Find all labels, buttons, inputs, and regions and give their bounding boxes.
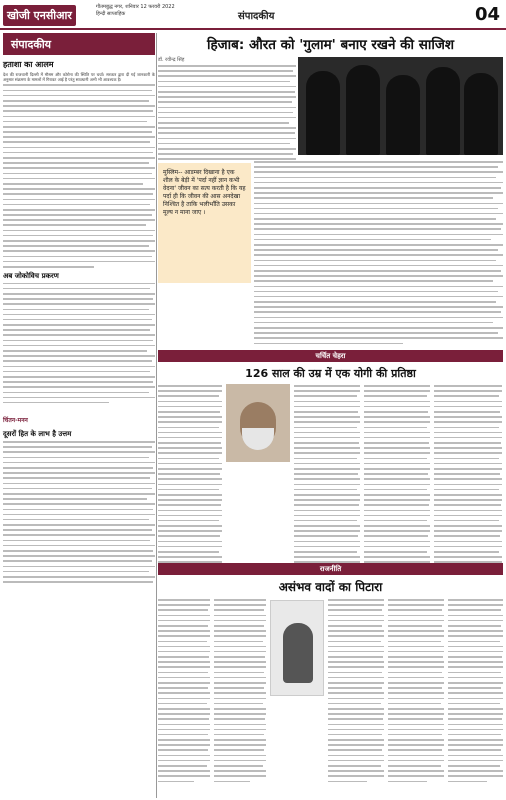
left-column (3, 33, 155, 798)
hijab-photo (298, 57, 503, 155)
politics-body-column-5 (448, 599, 503, 786)
article3-body (3, 441, 155, 583)
yogi-body-column-2 (294, 385, 360, 572)
yogi-headline: 126 साल की उम्र में एक योगी की प्रतिष्ठा (245, 367, 416, 380)
section-title: संपादकीय (238, 11, 275, 22)
dateline (96, 4, 175, 18)
article1-body (3, 84, 155, 267)
lead-story (158, 33, 503, 348)
lead-body-column-1 (158, 57, 296, 164)
politics-photo (270, 600, 324, 696)
article1-title: हताशा का आलम (3, 60, 54, 69)
page-number: 04 (474, 4, 500, 25)
politics-body-column-1 (158, 599, 210, 786)
editorial-banner: संपादकीय (3, 33, 155, 55)
masthead (0, 0, 506, 30)
yogi-body-column-3 (364, 385, 430, 572)
pull-quote: मुस्लिम-- आडम्बर दिखाना है एक शील के बेड़ी में 'पर्दा नहीं ज्ञान कभी वेदना' जीवन का सत्य करती है कि यह पर्दा ही कि जीवन की आस अनदेखा निश्चित है ताकि भलीभाँति उसका मूल्य न माना जाए । (158, 163, 251, 283)
newspaper-logo: खोजी एनसीआर (3, 5, 76, 26)
dateline-edition: हिन्दी साप्ताहिक (96, 11, 126, 17)
article2-body (3, 283, 155, 404)
lead-byline: डॉ. रवीन्द्र सिंह (158, 57, 185, 63)
yogi-body-column-1 (158, 385, 222, 572)
lead-body-column-2 (254, 159, 503, 348)
article1-text: देश की राजधानी दिल्ली में मौसम और कोरोना की स्थिति पर चर्चा। सरकार द्वारा दी गई जानकारी के अनुसार संक्रमण के मामलों में गिरावट आई है परंतु सावधानी अभी भी आवश्यक है। (3, 72, 155, 83)
politics-body-column-2 (214, 599, 266, 786)
politics-body-column-4 (388, 599, 444, 786)
politics-body-column-3 (328, 599, 384, 786)
dateline-date: गौतमबुद्ध नगर, शनिवार 12 फरवरी 2022 (96, 4, 175, 10)
section-band-rajniti: राजनीति (158, 563, 503, 575)
yogi-body-column-4 (434, 385, 502, 572)
yogi-photo (226, 384, 290, 462)
article3-title: दूसरों हित के लाभ है उत्तम (3, 430, 72, 439)
politics-headline: असंभव वादों का पिटारा (278, 580, 383, 594)
column-divider (156, 33, 157, 798)
section-band-charchit: चर्चित चेहरा (158, 350, 503, 362)
lead-headline: हिजाब: औरत को 'गुलाम' बनाए रखने की साजिश (206, 37, 455, 53)
article3-tag: चिंतन-मनन (3, 417, 28, 425)
article2-title: अब जोकोविच प्रकरण (3, 271, 59, 280)
